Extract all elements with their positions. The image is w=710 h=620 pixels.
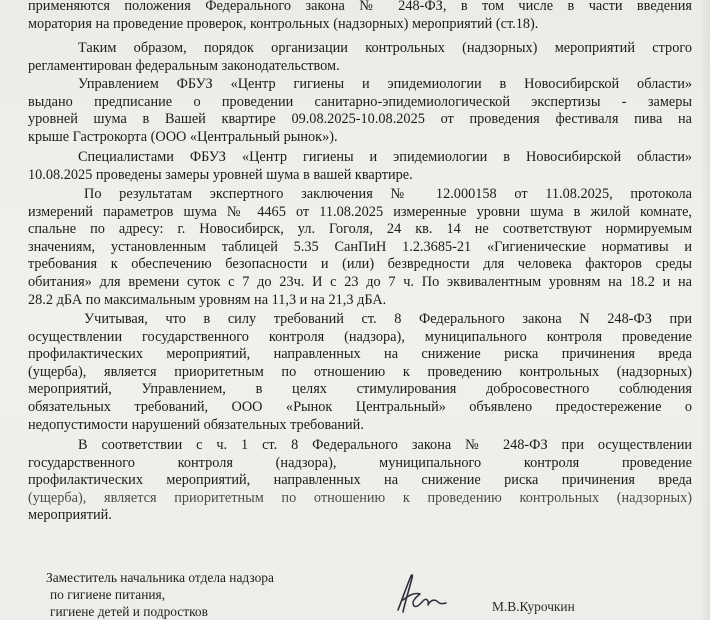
text-line: применяются положения Федерального закона № 248-ФЗ, в том числе в части введения: [28, 0, 692, 14]
text-line: обязательных требований, ООО «Рынок Центральный» объявлено предостережение о: [28, 398, 692, 415]
text-line: спальне по адресу: г. Новосибирск, ул. Гоголя, 24 кв. 14 не соответствуют нормируемым: [28, 221, 692, 238]
paragraph-expert-results: [28, 186, 692, 309]
position-line: по гигиене питания,: [50, 587, 166, 602]
text-line: требования к обеспечению безопасности и (или) безвредности для человека факторов среды: [28, 256, 692, 273]
signatory-position: [46, 569, 346, 620]
text-line: Таким образом, порядок организации контрольных (надзорных) мероприятий строго: [78, 40, 692, 56]
paragraph-measurements: [28, 149, 692, 184]
text-line: обитания» для времени суток с 7 до 23ч. И с 23 до 7 ч. По эквивалентным уровням на 18.2 и на: [28, 273, 692, 290]
text-line: Учитывая, что в силу требований ст. 8 Федерального закона N 248-ФЗ при: [84, 311, 692, 327]
signer-name: М.В.Курочкин: [492, 599, 575, 614]
text-line: государственного контроля (надзора), муниципального контроля проведение: [28, 454, 692, 471]
text-line: выдано предписание о проведении санитарно-эпидемиологической экспертизы - замеры: [28, 93, 692, 110]
text-line: В соответствии с ч. 1 ст. 8 Федерального закона № 248-ФЗ при осуществлении: [78, 437, 692, 453]
text-line: мероприятий, Управлением, в целях стимулирования добросовестного соблюдения: [28, 381, 692, 398]
position-line: гигиене детей и подростков: [50, 604, 208, 619]
text-line: 10.08.2025 проведены замеры уровней шума в вашей квартире.: [28, 166, 413, 183]
text-line: профилактических мероприятий, направленных на снижение риска причинения вреда: [28, 346, 692, 363]
text-line: недопустимости нарушений обязательных требований.: [28, 416, 364, 433]
text-line: профилактических мероприятий, направленных на снижение риска причинения вреда: [28, 472, 692, 489]
handwritten-signature: [384, 570, 454, 616]
paragraph-regulation: [28, 40, 692, 75]
text-line: значениям, установленным таблицей 5.35 СанПиН 1.2.3685-21 «Гигиенические нормативы и: [28, 238, 692, 255]
text-line: Специалистами ФБУЗ «Центр гигиены и эпидемиологии в Новосибирской области»: [78, 149, 692, 165]
text-line: мероприятий.: [28, 507, 112, 524]
text-line: измерений параметров шума № 4465 от 11.08.2025 измеренные уровни шума в жилой комнате,: [28, 203, 692, 220]
text-line: регламентирован федеральным законодательством.: [28, 57, 340, 74]
paragraph-prescription: [28, 76, 692, 146]
text-line: (ущерба), является приоритетным по отношению к проведению контрольных (надзорных): [28, 489, 692, 506]
text-line: Управлением ФБУЗ «Центр гигиены и эпидемиологии в Новосибирской области»: [78, 76, 692, 92]
paragraph-warning: [28, 311, 692, 434]
text-line: моратория на проведение проверок, контрольных (надзорных) мероприятий (ст.18).: [28, 15, 539, 32]
text-line: осуществлении государственного контроля (надзора), муниципального контроля проведение: [28, 328, 692, 345]
text-line: (ущерба), является приоритетным по отношению к проведению контрольных (надзорных): [28, 363, 692, 380]
text-line: крыше Гастрокорта (ООО «Центральный рынок»).: [28, 128, 338, 145]
paragraph-moratorium: [28, 0, 692, 33]
paragraph-priority: [28, 437, 692, 525]
position-line: Заместитель начальника отдела надзора: [46, 570, 274, 585]
text-line: 28.2 дБА по максимальным уровням на 11,3 и на 21,3 дБА.: [28, 291, 387, 308]
page-edge-shadow: [700, 0, 710, 620]
text-line: уровней шума в Вашей квартире 09.08.2025-10.08.2025 от проведения фестиваля пива на: [28, 111, 692, 128]
text-line: По результатам экспертного заключения № 12.000158 от 11.08.2025, протокола: [84, 186, 692, 202]
